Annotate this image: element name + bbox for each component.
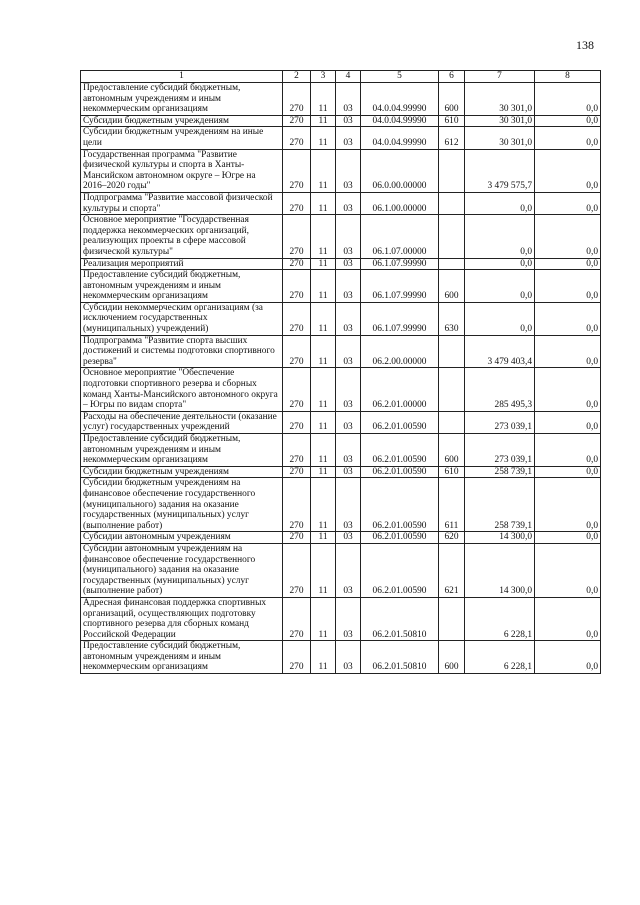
- cell-col-2: 270: [283, 597, 311, 640]
- cell-col-5: 06.1.07.99990: [361, 258, 439, 270]
- cell-name: Субсидии бюджетным учреждениям на иные цели: [81, 127, 283, 149]
- table-header-row: [81, 71, 601, 83]
- table-row: [81, 115, 601, 127]
- cell-col-6: [439, 411, 465, 433]
- cell-name: Основное мероприятие "Обеспечение подготовки спортивного резерва и сборных команд Ханты-Мансийского автономного округа – Югры по видам спорта": [81, 368, 283, 411]
- cell-col-2: 270: [283, 466, 311, 478]
- table-row: [81, 434, 601, 467]
- cell-name: Субсидии бюджетным учреждениям на финансовое обеспечение государственного (муниципального) задания на оказание государственных (муниципальных) услуг (выполнение работ): [81, 478, 283, 532]
- cell-col-3: 11: [311, 466, 336, 478]
- table-row: [81, 302, 601, 335]
- table-row: [81, 215, 601, 258]
- table-row: [81, 127, 601, 149]
- cell-col-4: 03: [336, 302, 361, 335]
- cell-col-8: 0,0: [535, 335, 601, 368]
- cell-name: Адресная финансовая поддержка спортивных организаций, осуществляющих подготовку спортивного резерва для сборных команд Российской Федерации: [81, 597, 283, 640]
- cell-name: Реализация мероприятий: [81, 258, 283, 270]
- cell-col-3: 11: [311, 302, 336, 335]
- budget-table: [80, 70, 601, 674]
- table-row: [81, 270, 601, 303]
- cell-col-2: 270: [283, 411, 311, 433]
- cell-col-3: 11: [311, 258, 336, 270]
- cell-col-6: [439, 149, 465, 192]
- cell-col-7: 285 495,3: [465, 368, 535, 411]
- cell-col-7: 3 479 575,7: [465, 149, 535, 192]
- cell-col-3: 11: [311, 532, 336, 544]
- cell-col-4: 03: [336, 215, 361, 258]
- cell-col-3: 11: [311, 597, 336, 640]
- header-col-3: 3: [311, 71, 336, 83]
- cell-name: Предоставление субсидий бюджетным, автономным учреждениям и иным некоммерческим организациям: [81, 434, 283, 467]
- cell-col-7: 30 301,0: [465, 127, 535, 149]
- cell-col-3: 11: [311, 478, 336, 532]
- cell-col-2: 270: [283, 149, 311, 192]
- cell-name: Субсидии некоммерческим организациям (за исключением государственных (муниципальных) учреждений): [81, 302, 283, 335]
- table-row: [81, 532, 601, 544]
- cell-name: Предоставление субсидий бюджетным, автономным учреждениям и иным некоммерческим организациям: [81, 270, 283, 303]
- cell-col-5: 06.2.01.50810: [361, 641, 439, 674]
- cell-col-7: 6 228,1: [465, 641, 535, 674]
- cell-col-6: 611: [439, 478, 465, 532]
- cell-col-3: 11: [311, 641, 336, 674]
- cell-col-4: 03: [336, 532, 361, 544]
- cell-col-6: [439, 215, 465, 258]
- table-row: [81, 543, 601, 597]
- cell-col-4: 03: [336, 434, 361, 467]
- cell-col-8: 0,0: [535, 543, 601, 597]
- cell-col-2: 270: [283, 270, 311, 303]
- cell-col-2: 270: [283, 641, 311, 674]
- cell-col-5: 06.2.01.00000: [361, 368, 439, 411]
- cell-col-6: [439, 368, 465, 411]
- cell-col-5: 06.2.01.00590: [361, 434, 439, 467]
- table-row: [81, 478, 601, 532]
- cell-col-5: 06.2.01.00590: [361, 532, 439, 544]
- cell-col-4: 03: [336, 466, 361, 478]
- cell-col-5: 06.1.00.00000: [361, 192, 439, 214]
- cell-name: Расходы на обеспечение деятельности (оказание услуг) государственных учреждений: [81, 411, 283, 433]
- header-col-6: 6: [439, 71, 465, 83]
- cell-col-3: 11: [311, 270, 336, 303]
- cell-name: Субсидии автономным учреждениям: [81, 532, 283, 544]
- cell-col-2: 270: [283, 83, 311, 116]
- cell-col-2: 270: [283, 335, 311, 368]
- cell-col-7: 258 739,1: [465, 478, 535, 532]
- cell-col-4: 03: [336, 83, 361, 116]
- table-row: [81, 83, 601, 116]
- cell-col-4: 03: [336, 641, 361, 674]
- cell-name: Предоставление субсидий бюджетным, автономным учреждениям и иным некоммерческим организациям: [81, 641, 283, 674]
- cell-col-8: 0,0: [535, 215, 601, 258]
- cell-col-5: 06.1.07.99990: [361, 302, 439, 335]
- cell-col-3: 11: [311, 543, 336, 597]
- table-row: [81, 466, 601, 478]
- cell-col-3: 11: [311, 192, 336, 214]
- cell-col-7: 0,0: [465, 215, 535, 258]
- cell-col-5: 06.2.00.00000: [361, 335, 439, 368]
- table-body: [81, 83, 601, 674]
- cell-col-2: 270: [283, 434, 311, 467]
- cell-col-6: 621: [439, 543, 465, 597]
- cell-col-5: 06.2.01.00590: [361, 466, 439, 478]
- cell-col-8: 0,0: [535, 597, 601, 640]
- cell-name: Подпрограмма "Развитие массовой физической культуры и спорта": [81, 192, 283, 214]
- cell-col-6: 610: [439, 115, 465, 127]
- table-row: [81, 192, 601, 214]
- cell-col-7: 30 301,0: [465, 83, 535, 116]
- cell-name: Государственная программа "Развитие физической культуры и спорта в Ханты-Мансийском автономном округе – Югре на 2016–2020 годы": [81, 149, 283, 192]
- cell-col-5: 06.2.01.00590: [361, 411, 439, 433]
- table-row: [81, 641, 601, 674]
- header-col-7: 7: [465, 71, 535, 83]
- cell-col-7: 0,0: [465, 270, 535, 303]
- header-col-1: 1: [81, 71, 283, 83]
- cell-col-6: 600: [439, 434, 465, 467]
- cell-col-6: 600: [439, 270, 465, 303]
- cell-col-7: 3 479 403,4: [465, 335, 535, 368]
- cell-col-3: 11: [311, 127, 336, 149]
- cell-col-7: 6 228,1: [465, 597, 535, 640]
- table-row: [81, 368, 601, 411]
- cell-col-8: 0,0: [535, 149, 601, 192]
- cell-col-5: 06.1.07.99990: [361, 270, 439, 303]
- cell-col-8: 0,0: [535, 192, 601, 214]
- cell-col-3: 11: [311, 335, 336, 368]
- cell-col-4: 03: [336, 270, 361, 303]
- cell-col-8: 0,0: [535, 532, 601, 544]
- cell-col-4: 03: [336, 127, 361, 149]
- cell-col-6: [439, 335, 465, 368]
- cell-col-2: 270: [283, 192, 311, 214]
- table-row: [81, 411, 601, 433]
- cell-col-7: 0,0: [465, 302, 535, 335]
- cell-col-6: 612: [439, 127, 465, 149]
- cell-col-2: 270: [283, 258, 311, 270]
- cell-col-7: 273 039,1: [465, 411, 535, 433]
- cell-col-6: 630: [439, 302, 465, 335]
- cell-col-8: 0,0: [535, 270, 601, 303]
- cell-col-3: 11: [311, 368, 336, 411]
- cell-col-8: 0,0: [535, 302, 601, 335]
- cell-col-8: 0,0: [535, 434, 601, 467]
- cell-col-4: 03: [336, 543, 361, 597]
- cell-col-6: 600: [439, 83, 465, 116]
- cell-col-2: 270: [283, 368, 311, 411]
- cell-col-7: 14 300,0: [465, 532, 535, 544]
- cell-col-8: 0,0: [535, 466, 601, 478]
- cell-col-4: 03: [336, 149, 361, 192]
- cell-col-5: 06.2.01.50810: [361, 597, 439, 640]
- cell-col-7: 0,0: [465, 258, 535, 270]
- cell-col-6: [439, 258, 465, 270]
- cell-col-8: 0,0: [535, 127, 601, 149]
- table-row: [81, 258, 601, 270]
- cell-col-4: 03: [336, 597, 361, 640]
- cell-col-4: 03: [336, 335, 361, 368]
- cell-col-5: 04.0.04.99990: [361, 115, 439, 127]
- cell-col-8: 0,0: [535, 115, 601, 127]
- cell-col-6: 620: [439, 532, 465, 544]
- cell-col-4: 03: [336, 411, 361, 433]
- cell-col-4: 03: [336, 478, 361, 532]
- cell-name: Предоставление субсидий бюджетным, автономным учреждениям и иным некоммерческим организациям: [81, 83, 283, 116]
- cell-col-8: 0,0: [535, 411, 601, 433]
- cell-col-7: 273 039,1: [465, 434, 535, 467]
- header-col-4: 4: [336, 71, 361, 83]
- cell-col-3: 11: [311, 411, 336, 433]
- cell-name: Подпрограмма "Развитие спорта высших достижений и системы подготовки спортивного резерва": [81, 335, 283, 368]
- cell-col-3: 11: [311, 215, 336, 258]
- cell-col-5: 06.0.00.00000: [361, 149, 439, 192]
- cell-col-8: 0,0: [535, 83, 601, 116]
- cell-col-4: 03: [336, 192, 361, 214]
- cell-col-3: 11: [311, 115, 336, 127]
- cell-col-8: 0,0: [535, 258, 601, 270]
- cell-col-3: 11: [311, 83, 336, 116]
- cell-col-7: 0,0: [465, 192, 535, 214]
- cell-col-2: 270: [283, 302, 311, 335]
- cell-col-2: 270: [283, 115, 311, 127]
- page-number: 138: [576, 38, 594, 52]
- cell-col-6: [439, 597, 465, 640]
- cell-col-4: 03: [336, 258, 361, 270]
- cell-col-4: 03: [336, 115, 361, 127]
- header-col-5: 5: [361, 71, 439, 83]
- cell-col-7: 14 300,0: [465, 543, 535, 597]
- cell-col-2: 270: [283, 127, 311, 149]
- cell-col-6: 610: [439, 466, 465, 478]
- cell-col-5: 04.0.04.99990: [361, 83, 439, 116]
- cell-name: Субсидии бюджетным учреждениям: [81, 115, 283, 127]
- cell-name: Субсидии автономным учреждениям на финансовое обеспечение государственного (муниципального) задания на оказание государственных (муниципальных) услуг (выполнение работ): [81, 543, 283, 597]
- cell-col-5: 06.1.07.00000: [361, 215, 439, 258]
- cell-col-2: 270: [283, 215, 311, 258]
- cell-col-7: 258 739,1: [465, 466, 535, 478]
- cell-col-3: 11: [311, 149, 336, 192]
- cell-name: Основное мероприятие "Государственная поддержка некоммерческих организаций, реализующих проекты в сфере массовой физической культуры": [81, 215, 283, 258]
- cell-col-3: 11: [311, 434, 336, 467]
- cell-col-6: 600: [439, 641, 465, 674]
- cell-col-2: 270: [283, 543, 311, 597]
- cell-col-8: 0,0: [535, 368, 601, 411]
- cell-col-4: 03: [336, 368, 361, 411]
- cell-col-2: 270: [283, 532, 311, 544]
- cell-col-5: 06.2.01.00590: [361, 543, 439, 597]
- cell-col-2: 270: [283, 478, 311, 532]
- cell-col-7: 30 301,0: [465, 115, 535, 127]
- header-col-2: 2: [283, 71, 311, 83]
- header-col-8: 8: [535, 71, 601, 83]
- table-row: [81, 335, 601, 368]
- cell-col-8: 0,0: [535, 641, 601, 674]
- cell-col-5: 06.2.01.00590: [361, 478, 439, 532]
- table-row: [81, 149, 601, 192]
- cell-col-5: 04.0.04.99990: [361, 127, 439, 149]
- cell-name: Субсидии бюджетным учреждениям: [81, 466, 283, 478]
- cell-col-8: 0,0: [535, 478, 601, 532]
- table-row: [81, 597, 601, 640]
- cell-col-6: [439, 192, 465, 214]
